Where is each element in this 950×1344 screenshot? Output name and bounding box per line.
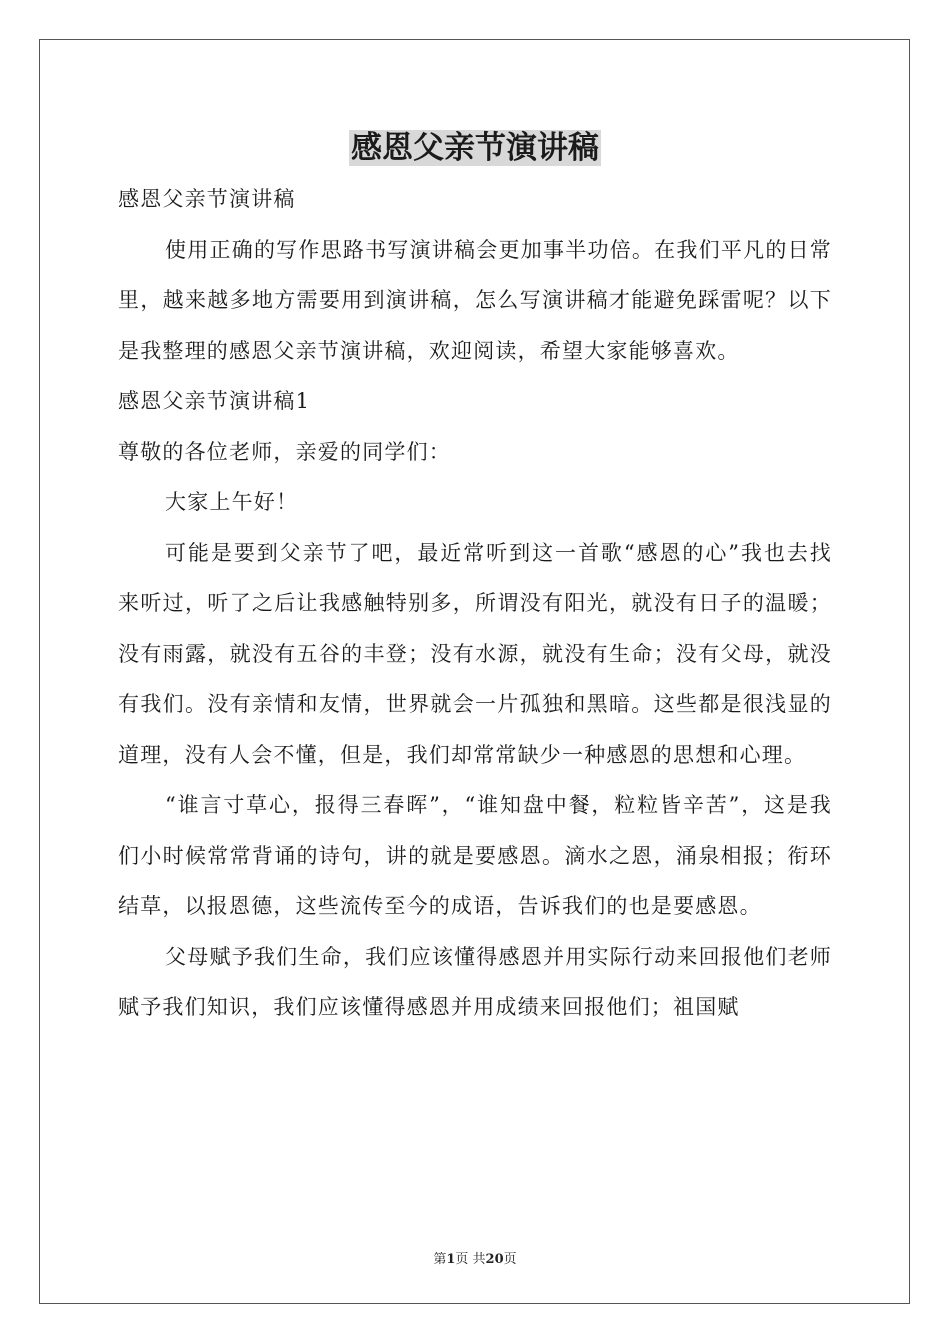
footer-mid: 页 共 bbox=[455, 1252, 486, 1267]
paragraph: 父母赋予我们生命，我们应该懂得感恩并用实际行动来回报他们老师赋予我们知识，我们应该懂得感恩并用成绩来回报他们；祖国赋 bbox=[118, 944, 832, 1019]
footer-prefix: 第 bbox=[433, 1252, 447, 1267]
paragraph: 尊敬的各位老师，亲爱的同学们： bbox=[118, 439, 451, 464]
paragraph: 感恩父亲节演讲稿1 bbox=[118, 389, 311, 413]
paragraph: 感恩父亲节演讲稿 bbox=[118, 187, 296, 211]
paragraph: 大家上午好！ bbox=[165, 490, 299, 514]
document-body bbox=[118, 174, 832, 1033]
page-footer bbox=[0, 1248, 950, 1267]
total-page-count: 20 bbox=[485, 1252, 504, 1267]
paragraph: “谁言寸草心，报得三春晖”，“谁知盘中餐，粒粒皆辛苦”，这是我们小时候常常背诵的诗句，讲的就是要感恩。滴水之恩，涌泉相报；衔环结草，以报恩德，这些流传至今的成语，告诉我们的也是要感恩。 bbox=[118, 793, 832, 918]
paragraph: 使用正确的写作思路书写演讲稿会更加事半功倍。在我们平凡的日常里，越来越多地方需要用到演讲稿，怎么写演讲稿才能避免踩雷呢？以下是我整理的感恩父亲节演讲稿，欢迎阅读，希望大家能够喜欢。 bbox=[118, 237, 832, 363]
current-page-number: 1 bbox=[446, 1252, 456, 1267]
document-title bbox=[0, 126, 950, 170]
footer-suffix: 页 bbox=[503, 1252, 517, 1267]
document-title-text: 感恩父亲节演讲稿 bbox=[351, 130, 599, 166]
paragraph: 可能是要到父亲节了吧，最近常听到这一首歌“感恩的心”我也去找来听过，听了之后让我感触特别多，所谓没有阳光，就没有日子的温暖；没有雨露，就没有五谷的丰登；没有水源，就没有生命；没有父母，就没有我们。没有亲情和友情，世界就会一片孤独和黑暗。这些都是很浅显的道理，没有人会不懂，但是，我们却常常缺少一种感恩的思想和心理。 bbox=[118, 540, 832, 767]
